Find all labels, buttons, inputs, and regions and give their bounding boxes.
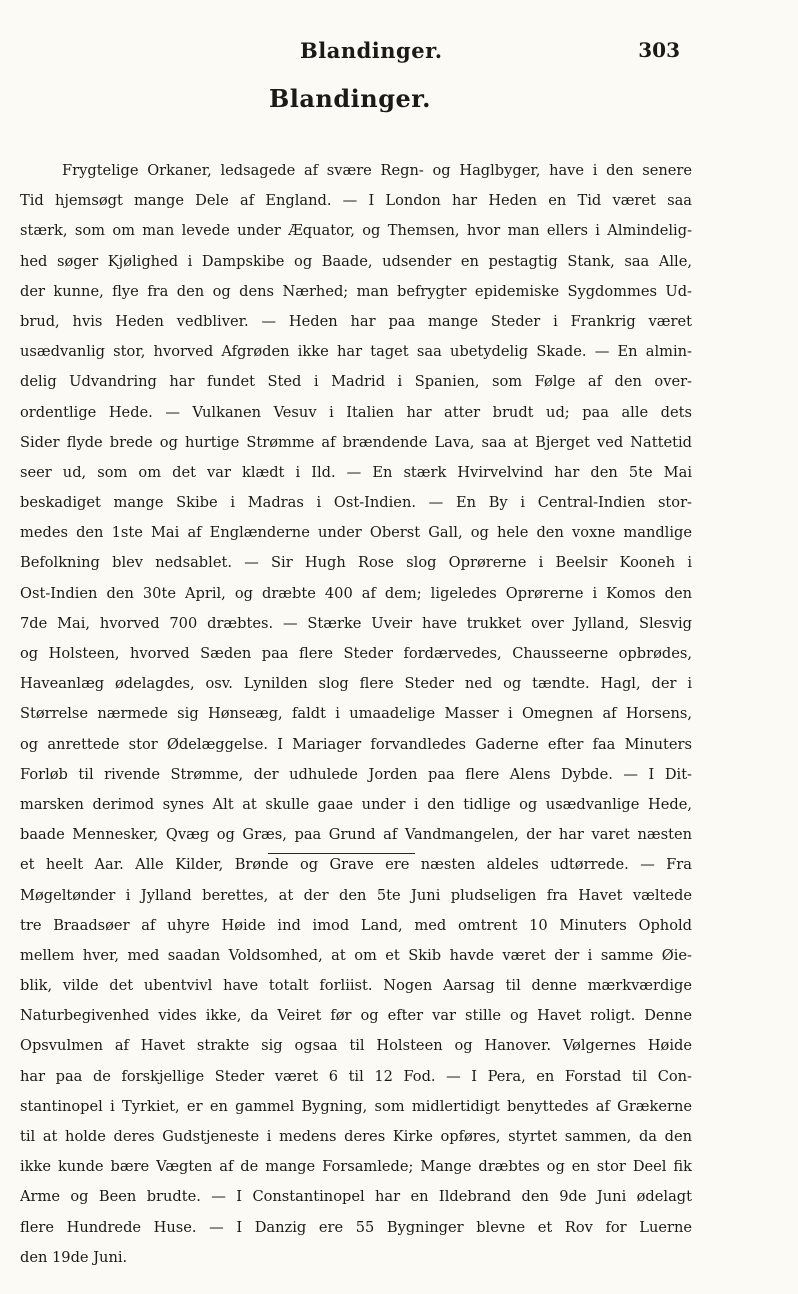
- text-line: seer ud, som om det var klædt i Ild. — En stærk Hvirvelvind har den 5te Mai: [20, 463, 692, 481]
- text-line: Arme og Been brudte. — I Constantinopel har en Ildebrand den 9de Juni ødelagt: [20, 1188, 692, 1206]
- text-line: Ost-Indien den 30te April, og dræbte 400 af dem; ligeledes Oprørerne i Komos den: [20, 584, 692, 602]
- text-line: stærk, som om man levede under Æquator, og Themsen, hvor man ellers i Almindelig-: [20, 222, 692, 240]
- text-line: Opsvulmen af Havet strakte sig ogsaa til Holsteen og Hanover. Vølgernes Høide: [20, 1037, 692, 1055]
- section-title: Blandinger.: [268, 84, 432, 113]
- article-paragraph: [20, 156, 692, 1273]
- text-line: har paa de forskjellige Steder været 6 til 12 Fod. — I Pera, en Forstad til Con-: [20, 1067, 692, 1085]
- text-line: blik, vilde det ubentvivl have totalt forliist. Nogen Aarsag til denne mærkværdige: [20, 977, 692, 995]
- text-line: Befolkning blev nedsablet. — Sir Hugh Rose slog Oprørerne i Beelsir Kooneh i: [20, 554, 692, 572]
- text-line: Møgeltønder i Jylland berettes, at der den 5te Juni pludseligen fra Havet væltede: [20, 886, 692, 904]
- text-line: ordentlige Hede. — Vulkanen Vesuv i Italien har atter brudt ud; paa alle dets: [20, 403, 692, 421]
- text-line: den 19de Juni.: [20, 1248, 128, 1266]
- text-line: et heelt Aar. Alle Kilder, Brønde og Grave ere næsten aldeles udtørrede. — Fra: [20, 856, 692, 874]
- text-line: marsken derimod synes Alt at skulle gaae under i den tidlige og usædvanlige Hede,: [20, 795, 692, 813]
- text-line: brud, hvis Heden vedbliver. — Heden har paa mange Steder i Frankrig været: [20, 312, 692, 330]
- text-line: Naturbegivenhed vides ikke, da Veiret før og efter var stille og Havet roligt. Denne: [20, 1007, 692, 1025]
- text-line: mellem hver, med saadan Voldsomhed, at om et Skib havde været der i samme Øie-: [20, 946, 692, 964]
- text-line: der kunne, flye fra den og dens Nærhed; man befrygter epidemiske Sygdommes Ud-: [20, 282, 692, 300]
- text-line: Forløb til rivende Strømme, der udhulede Jorden paa flere Alens Dybde. — I Dit-: [20, 765, 692, 783]
- running-head: Blandinger.: [300, 38, 443, 63]
- text-line: beskadiget mange Skibe i Madras i Ost-Indien. — En By i Central-Indien stor-: [20, 494, 692, 512]
- text-line: flere Hundrede Huse. — I Danzig ere 55 Bygninger blevne et Rov for Luerne: [20, 1218, 692, 1236]
- text-line: til at holde deres Gudstjeneste i medens deres Kirke opføres, styrtet sammen, da den: [20, 1128, 692, 1145]
- text-line: ikke kunde bære Vægten af de mange Forsamlede; Mange dræbtes og en stor Deel fik: [20, 1158, 692, 1176]
- text-line: Tid hjemsøgt mange Dele af England. — I London har Heden en Tid været saa: [20, 192, 692, 210]
- text-line: stantinopel i Tyrkiet, er en gammel Bygning, som midlertidigt benyttedes af Grækerne: [20, 1097, 692, 1115]
- text-line: delig Udvandring har fundet Sted i Madrid i Spanien, som Følge af den over-: [20, 373, 692, 391]
- text-line: tre Braadsøer af uhyre Høide ind imod Land, med omtrent 10 Minuters Ophold: [20, 916, 692, 934]
- text-line: hed søger Kjølighed i Dampskibe og Baade, udsender en pestagtig Stank, saa Alle,: [20, 252, 692, 270]
- text-line: medes den 1ste Mai af Englænderne under Oberst Gall, og hele den voxne mandlige: [20, 524, 692, 542]
- text-line: Frygtelige Orkaner, ledsagede af svære Regn- og Haglbyger, have i den senere: [62, 162, 692, 179]
- page-header: [20, 38, 680, 63]
- text-line: Sider flyde brede og hurtige Strømme af brændende Lava, saa at Bjerget ved Nattetid: [20, 433, 692, 451]
- text-line: usædvanlig stor, hvorved Afgrøden ikke har taget saa ubetydelig Skade. — En almin-: [20, 343, 692, 361]
- section-divider: [268, 853, 415, 854]
- text-line: 7de Mai, hvorved 700 dræbtes. — Stærke Uveir have trukket over Jylland, Slesvig: [20, 614, 692, 632]
- text-line: Størrelse nærmede sig Hønseæg, faldt i umaadelige Masser i Omegnen af Horsens,: [20, 705, 692, 723]
- text-line: baade Mennesker, Qvæg og Græs, paa Grund af Vandmangelen, der har varet næsten: [20, 826, 692, 844]
- text-line: Haveanlæg ødelagdes, osv. Lynilden slog flere Steder ned og tændte. Hagl, der i: [20, 675, 692, 693]
- text-line: og Holsteen, hvorved Sæden paa flere Steder fordærvedes, Chausseerne opbrødes,: [20, 645, 692, 662]
- page-number: 303: [638, 38, 680, 62]
- text-line: og anrettede stor Ødelæggelse. I Mariager forvandledes Gaderne efter faa Minuters: [20, 735, 692, 753]
